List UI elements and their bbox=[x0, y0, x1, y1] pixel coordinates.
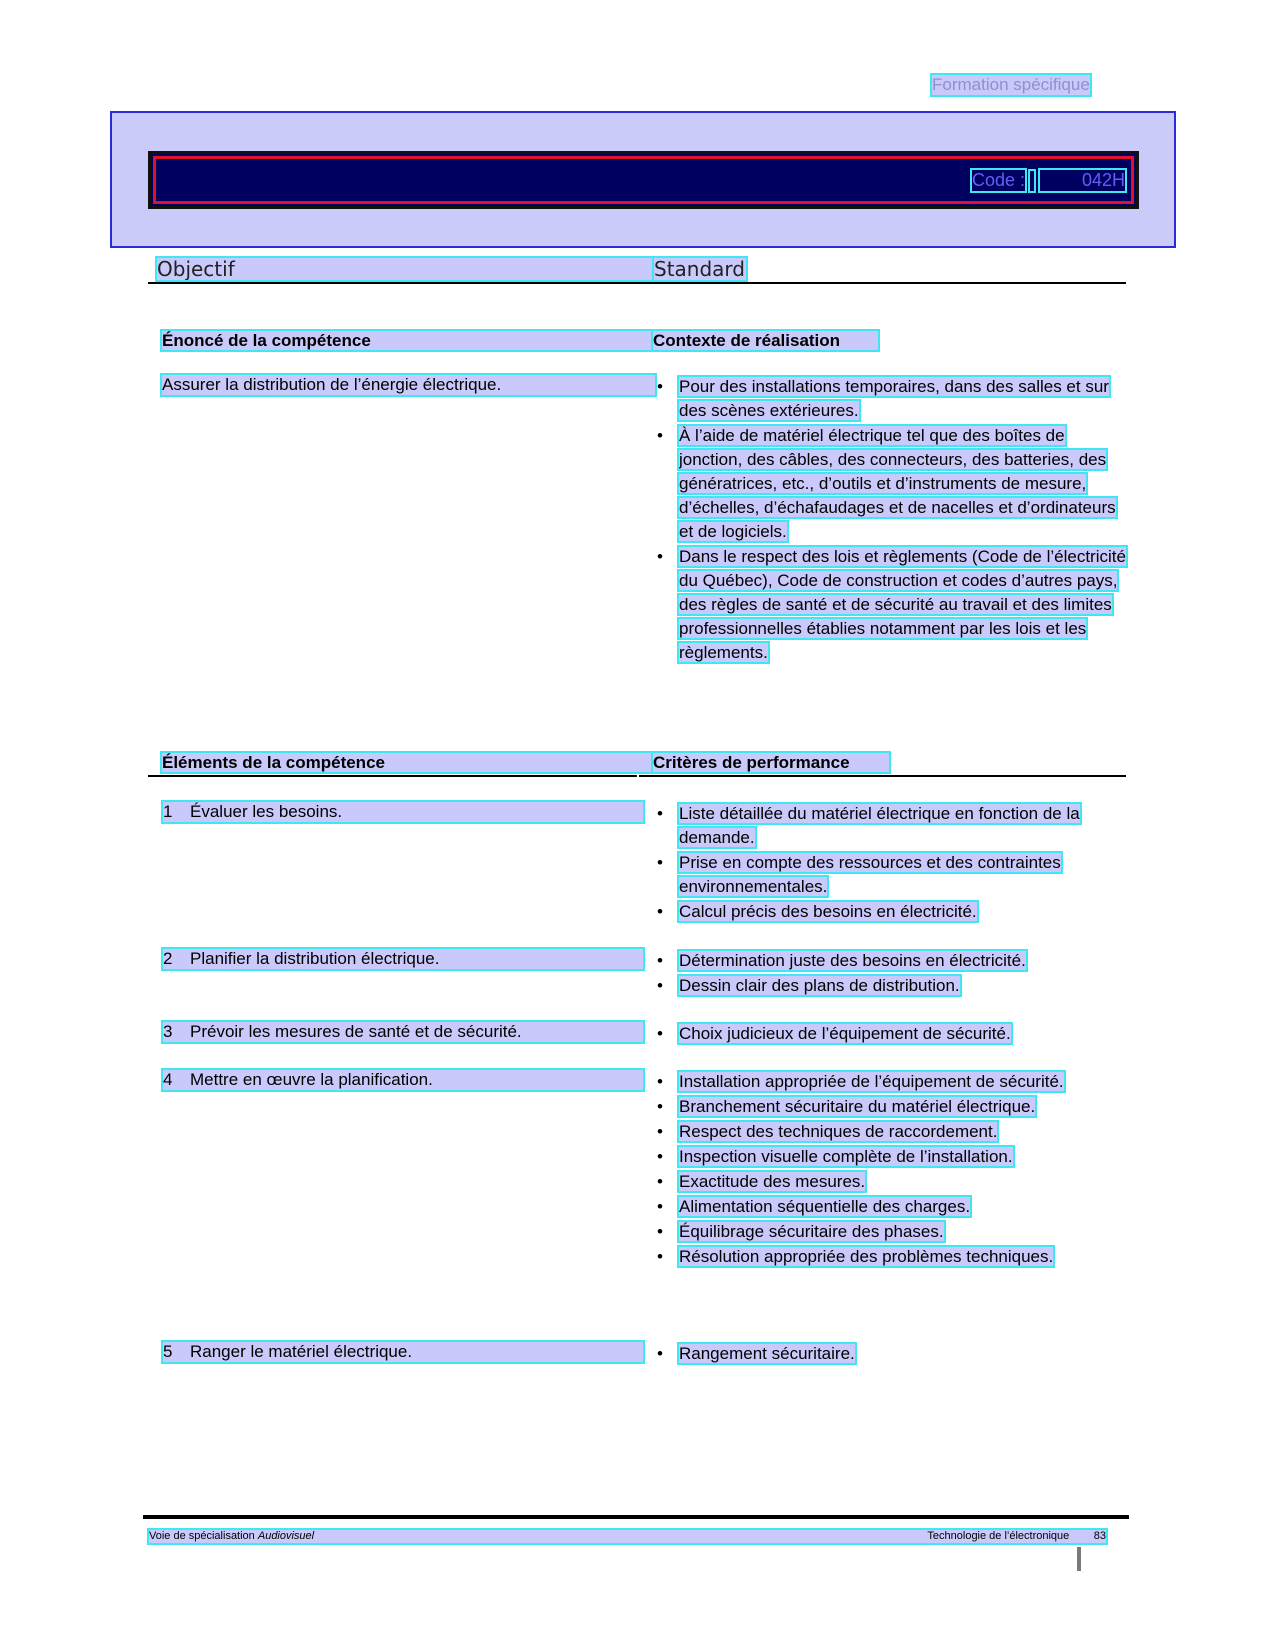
page-number: 83 bbox=[1093, 1530, 1106, 1542]
criteria-divider bbox=[639, 775, 1126, 777]
code-value: 042H bbox=[1040, 170, 1125, 191]
element-2 bbox=[163, 949, 643, 969]
page-marker bbox=[1077, 1547, 1081, 1571]
footer-left-text: Voie de spécialisation bbox=[149, 1530, 258, 1542]
column-heading-objectif: Objectif bbox=[157, 258, 655, 280]
document-section-label: Formation spécifique bbox=[932, 75, 1090, 94]
list-item: • Rangement sécuritaire. bbox=[657, 1342, 1127, 1366]
list-item: • Inspection visuelle complète de l’installation. bbox=[657, 1145, 1127, 1169]
element-text: Évaluer les besoins. bbox=[190, 802, 343, 821]
list-item: • Respect des techniques de raccordement. bbox=[657, 1120, 1127, 1144]
list-item: • Détermination juste des besoins en électricité. bbox=[657, 949, 1127, 973]
element-text: Ranger le matériel électrique. bbox=[190, 1342, 413, 1361]
criteria-title: Critères de performance bbox=[653, 753, 889, 772]
elements-divider bbox=[148, 775, 637, 777]
element-1 bbox=[163, 802, 643, 822]
competence-statement-title: Énoncé de la compétence bbox=[162, 331, 655, 350]
code-separator bbox=[1030, 171, 1034, 191]
element-number: 5 bbox=[163, 1342, 173, 1361]
criteria-list-5 bbox=[657, 1342, 1127, 1367]
criteria-list-2 bbox=[657, 949, 1127, 999]
element-number: 2 bbox=[163, 949, 173, 968]
footer-left-italic: Audiovisuel bbox=[257, 1530, 315, 1542]
competence-statement: Assurer la distribution de l’énergie électrique. bbox=[162, 375, 655, 395]
footer-divider bbox=[143, 1515, 1129, 1519]
list-item: • Équilibrage sécuritaire des phases. bbox=[657, 1220, 1127, 1244]
element-4 bbox=[163, 1070, 643, 1090]
element-3 bbox=[163, 1022, 643, 1042]
element-text: Prévoir les mesures de santé et de sécurité. bbox=[190, 1022, 522, 1041]
element-number: 1 bbox=[163, 802, 173, 821]
list-item: • Alimentation séquentielle des charges. bbox=[657, 1195, 1127, 1219]
list-item: • Pour des installations temporaires, dans des salles et sur des scènes extérieures. bbox=[657, 375, 1127, 423]
list-item: • À l’aide de matériel électrique tel que des boîtes de jonction, des câbles, des connecteurs, des batteries, des génératrices, etc., d’outils et d’instruments de mesure, d’échelles, d’échafaudages et de nacelles et d’ordinateurs et de logiciels. bbox=[657, 424, 1127, 544]
page-footer bbox=[149, 1530, 1106, 1543]
list-item: • Branchement sécuritaire du matériel électrique. bbox=[657, 1095, 1127, 1119]
element-5 bbox=[163, 1342, 643, 1362]
list-item: • Dessin clair des plans de distribution. bbox=[657, 974, 1127, 998]
code-label: Code : bbox=[972, 170, 1026, 190]
list-item: • Calcul précis des besoins en électricité. bbox=[657, 900, 1127, 924]
list-item: • Liste détaillée du matériel électrique en fonction de la demande. bbox=[657, 802, 1127, 850]
criteria-list-3 bbox=[657, 1022, 1127, 1047]
criteria-list-4 bbox=[657, 1070, 1127, 1270]
list-item: • Installation appropriée de l’équipement de sécurité. bbox=[657, 1070, 1127, 1094]
context-list bbox=[657, 375, 1127, 666]
elements-title: Éléments de la compétence bbox=[162, 753, 655, 772]
criteria-list-1 bbox=[657, 802, 1127, 925]
list-item: • Choix judicieux de l’équipement de sécurité. bbox=[657, 1022, 1127, 1046]
column-heading-standard: Standard bbox=[654, 257, 745, 281]
context-title: Contexte de réalisation bbox=[653, 331, 878, 350]
element-number: 4 bbox=[163, 1070, 173, 1089]
element-number: 3 bbox=[163, 1022, 173, 1041]
list-item: • Résolution appropriée des problèmes techniques. bbox=[657, 1245, 1127, 1269]
list-item: • Dans le respect des lois et règlements (Code de l’électricité du Québec), Code de construction et codes d’autres pays, des règles de santé et de sécurité au travail et des limites professionnelles établies notamment par les lois et les règlements. bbox=[657, 545, 1127, 665]
footer-right-text: Technologie de l’électronique bbox=[927, 1530, 1070, 1542]
list-item: • Exactitude des mesures. bbox=[657, 1170, 1127, 1194]
element-text: Planifier la distribution électrique. bbox=[190, 949, 440, 968]
list-item: • Prise en compte des ressources et des contraintes environnementales. bbox=[657, 851, 1127, 899]
element-text: Mettre en œuvre la planification. bbox=[190, 1070, 433, 1089]
footer-right bbox=[927, 1530, 1106, 1543]
heading-divider bbox=[148, 282, 1126, 284]
